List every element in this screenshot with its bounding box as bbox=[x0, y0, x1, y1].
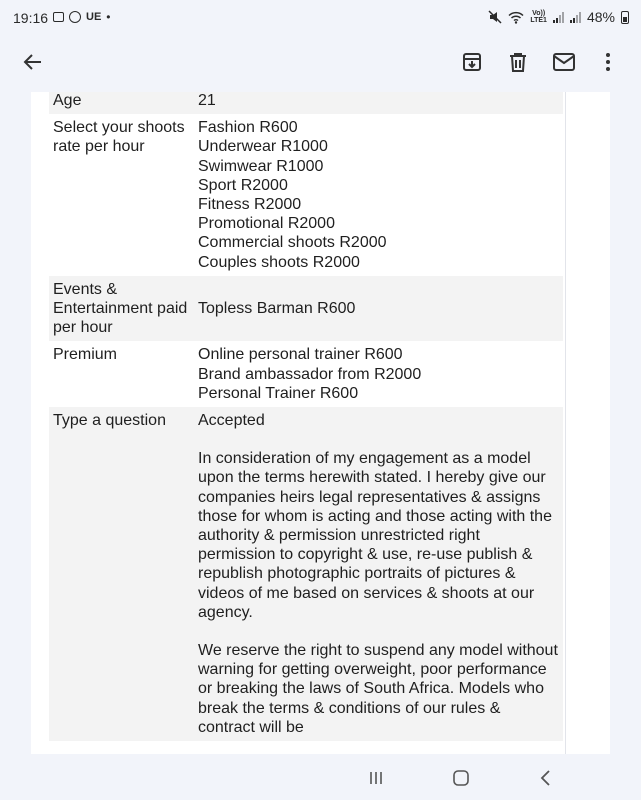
value-line: Personal Trainer R600 bbox=[198, 384, 359, 402]
status-right bbox=[488, 9, 629, 25]
app-bar bbox=[0, 32, 641, 92]
back-icon bbox=[539, 769, 553, 787]
row-value bbox=[194, 407, 563, 741]
value-line: Sport R2000 bbox=[198, 176, 288, 194]
system-nav-bar bbox=[0, 754, 641, 800]
mail-icon bbox=[553, 53, 575, 71]
email-body bbox=[0, 92, 641, 754]
volte-bottom: LTE1 bbox=[530, 17, 547, 24]
value-line: Brand ambassador from R2000 bbox=[198, 365, 422, 383]
notification-icons bbox=[53, 10, 110, 24]
table-row-shoots-rate bbox=[49, 114, 563, 276]
signal-1-icon bbox=[553, 11, 564, 23]
value-line: Fitness R2000 bbox=[198, 196, 302, 214]
table-row-age bbox=[49, 92, 563, 114]
delete-button[interactable] bbox=[502, 46, 534, 78]
status-bar bbox=[0, 0, 641, 32]
battery-icon bbox=[621, 11, 629, 24]
row-value bbox=[194, 92, 563, 114]
row-label: Premium bbox=[53, 346, 118, 364]
value-line: Promotional R2000 bbox=[198, 215, 335, 233]
signal-2-icon bbox=[570, 11, 581, 23]
recents-button[interactable] bbox=[364, 766, 388, 790]
gallery-notification-icon bbox=[53, 12, 64, 22]
row-value bbox=[194, 341, 563, 407]
terms-paragraph-2: We reserve the right to suspend any model without warning for getting overweight, poor performance or breaking the laws of South Africa. Models who break the terms & conditions of our rules & contract will be bbox=[198, 642, 558, 736]
status-time: 19:16 bbox=[13, 10, 49, 26]
back-arrow-icon bbox=[23, 52, 43, 72]
table-row-question bbox=[49, 407, 563, 741]
row-label: Events & Entertainment paid per hour bbox=[49, 276, 194, 342]
table-row-premium bbox=[49, 341, 563, 407]
volte-indicator bbox=[530, 10, 547, 24]
battery-percent: 48% bbox=[586, 9, 615, 25]
home-button[interactable] bbox=[449, 766, 473, 790]
row-label: Type a question bbox=[49, 407, 194, 741]
more-notifications-dot: • bbox=[106, 10, 111, 24]
terms-paragraph-1: In consideration of my engagement as a model upon the terms herewith stated. I hereby give our companies heirs legal representatives & assigns those for whom is acting and those acting with the authority & permission unrestricted right permission to copyright & use, re-use publish & republish photographic portraits of pictures & videos of me based on services & shoots at our agency. bbox=[198, 450, 552, 621]
value-line: Online personal trainer R600 bbox=[198, 346, 403, 364]
table-row-events bbox=[49, 276, 563, 342]
row-value bbox=[194, 114, 563, 276]
archive-button[interactable] bbox=[456, 46, 488, 78]
mark-unread-button[interactable] bbox=[548, 46, 580, 78]
volte-top: Vo)) bbox=[532, 10, 546, 17]
value-line: 21 bbox=[198, 92, 216, 109]
value-line: Fashion R600 bbox=[198, 119, 298, 137]
recents-icon bbox=[368, 770, 384, 786]
archive-icon bbox=[462, 52, 482, 72]
mute-icon bbox=[488, 10, 502, 24]
value-line: Topless Barman R600 bbox=[198, 300, 356, 318]
more-vert-icon bbox=[605, 52, 611, 72]
wifi-icon bbox=[508, 11, 524, 24]
value-line: Couples shoots R2000 bbox=[198, 253, 360, 271]
carrier-badge: UE bbox=[86, 11, 102, 23]
row-value bbox=[194, 276, 563, 342]
row-label: Age bbox=[49, 92, 194, 114]
answer-text: Accepted bbox=[198, 412, 265, 430]
back-button[interactable] bbox=[17, 46, 49, 78]
row-label: Select your shoots rate per hour bbox=[53, 119, 185, 156]
value-line: Swimwear R1000 bbox=[198, 157, 324, 175]
form-response-table bbox=[49, 92, 563, 741]
nav-back-button[interactable] bbox=[534, 766, 558, 790]
value-line: Underwear R1000 bbox=[198, 138, 328, 156]
trash-icon bbox=[509, 52, 527, 72]
home-icon bbox=[452, 769, 470, 787]
value-line: Commercial shoots R2000 bbox=[198, 234, 387, 252]
whatsapp-notification-icon bbox=[69, 11, 81, 23]
more-options-button[interactable] bbox=[592, 46, 624, 78]
